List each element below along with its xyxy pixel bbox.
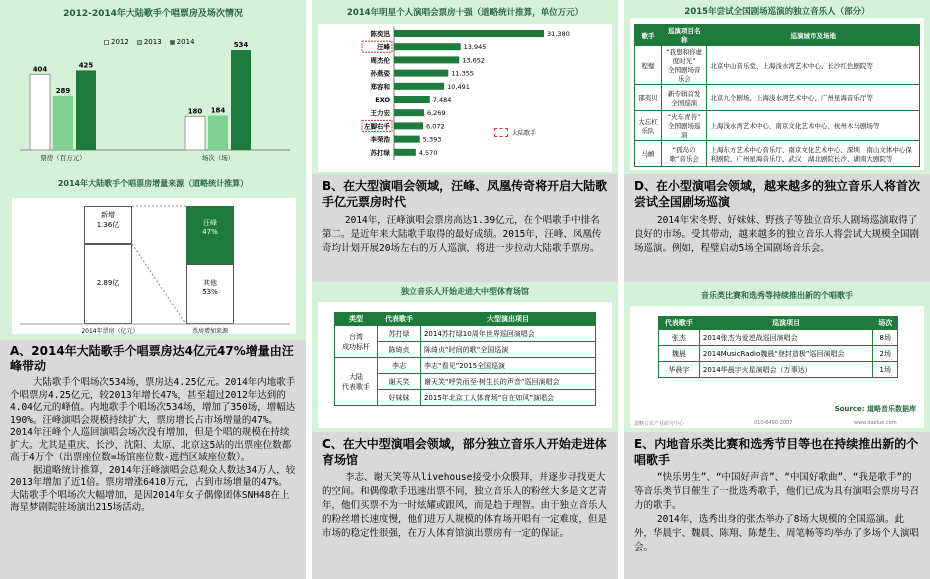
panel-e-footer-left: 道略音乐产业研究中心: [634, 421, 685, 427]
table-cell: 新专辑首发全国巡演: [662, 85, 707, 111]
chart3-plot: [312, 0, 618, 174]
chart3-bar: [394, 56, 459, 63]
chart3-value-label: 4,570: [418, 148, 438, 157]
panel-e-text: [624, 432, 930, 579]
panel-d-data-table: [634, 24, 920, 167]
chart3-category-label: 苏打绿: [370, 148, 390, 157]
table-header-cell: 巡演项目: [699, 317, 873, 330]
chart3-bar: [394, 109, 424, 116]
chart3-value-label: 5,393: [422, 135, 442, 144]
table-header-cell: 代表歌手: [377, 313, 420, 326]
chart3-category-label: 李荣浩: [370, 135, 390, 144]
chart1-bar-label: 184: [210, 106, 226, 115]
chart1-category-label: 票房（百万元）: [40, 154, 86, 162]
table-cell: 陈绮贞“时间的歌”全国巡演: [420, 342, 595, 358]
chart3-value-label: 13,652: [462, 56, 486, 65]
chart1-legend-text: 2014: [176, 38, 195, 46]
chart3-category-label: 郑容和: [370, 82, 390, 91]
panel-d-title: 2015年尝试全国剧场巡演的独立音乐人（部分）: [684, 7, 870, 17]
panel-e-source: Source: 道略音乐数据库: [834, 405, 916, 413]
table-group-cell: 台湾 成功标杆: [335, 326, 378, 358]
table-row: [635, 85, 920, 111]
chart3-value-label: 7,484: [432, 96, 452, 104]
chart2-left-axis-label: 2014年票房（亿元）: [81, 328, 139, 335]
chart3-category-label: 左脚右手: [364, 122, 390, 131]
table-header-cell: 巡演城市及场地: [707, 25, 920, 46]
chart2-connectors: [0, 170, 306, 340]
table-cell: 魏晨: [659, 346, 700, 362]
chart1-plot: [0, 0, 306, 170]
chart3-bar: [394, 83, 444, 90]
chart3-category-label: EXO: [375, 96, 390, 104]
chart1-legend-text: 2012: [111, 38, 129, 46]
table-cell: “火车青苔” 全国剧场巡演: [662, 111, 707, 141]
table-cell: 北京九个剧场、上海浅水湾艺术中心、广州星海音乐厅等: [707, 85, 920, 111]
table-row: [335, 358, 596, 374]
chart3-category-label: 王力宏: [370, 109, 390, 118]
panel-e-caption: E、内地音乐类比赛和选秀节目等也在持续推出新的个唱歌手: [634, 437, 919, 467]
table-cell: 上海浅水湾艺术中心、南京文化艺术中心、杭州木马剧场等: [707, 111, 920, 141]
chart3-bar: [394, 149, 416, 156]
table-cell: 8场: [873, 330, 898, 346]
chart1-bar-label: 425: [78, 61, 94, 70]
panel-d-caption: D、在小型演唱会领域，越来越多的独立音乐人将首次尝试全国剧场巡演: [634, 179, 920, 209]
chart1-legend-text: 2013: [143, 38, 162, 46]
panel-a-chart2: [0, 170, 306, 340]
table-cell: 程璧: [635, 46, 662, 85]
table-cell: 2014张杰为爱逆战巡回演唱会: [699, 330, 873, 346]
table-cell: 1场: [873, 362, 898, 378]
panel-e-table: [624, 282, 930, 432]
chart3-category-label: 陈奕迅: [370, 30, 390, 38]
table-cell: 谢天笑“呼笑而至·树生长的声音”巡回演唱会: [420, 374, 595, 390]
panel-c-caption: C、在大中型演唱会领域，部分独立音乐人开始走进体育场馆: [322, 437, 607, 467]
table-header-cell: 巡演项目名称: [662, 25, 707, 46]
table-header-cell: 代表歌手: [659, 317, 700, 330]
table-row: [635, 141, 920, 167]
chart3-value-label: 10,491: [447, 82, 470, 91]
chart1-bar-label: 534: [233, 41, 249, 49]
chart1-bar: [76, 70, 96, 150]
panel-e-body: “快乐男生”、“中国好声音”、“中国好歌曲”、“我是歌手”的等音乐类节目催生了一批选秀歌手，他们已成为具有演唱会票房号召力的歌手。 2014年，选秀出身的张杰举办了8场大规模的全国巡演。此外，华晨宇、魏晨、陈翔、陈楚生、周笔畅等均举办了多场个人演唱会。: [634, 472, 920, 553]
table-cell: 华晨宇: [659, 362, 700, 378]
panel-a-text: [0, 340, 306, 579]
chart3-bar: [394, 70, 448, 77]
table-cell: 苏打绿: [377, 326, 420, 342]
table-cell: 好妹妹: [377, 390, 420, 406]
table-header-row: [335, 313, 596, 326]
chart1-title: 2012-2014年大陆歌手个唱票房及场次情况: [63, 9, 243, 19]
chart3-bar: [394, 43, 461, 50]
panel-a-caption: A、2014年大陆歌手个唱票房达4亿元47%增量由汪峰带动: [10, 344, 294, 373]
table-header-cell: 类型: [335, 313, 378, 326]
table-cell: 李志“看见”2015全国巡演: [420, 358, 595, 374]
table-cell: 2014MusicRadio魏晨“登封造极”巡回演唱会: [699, 346, 873, 362]
table-row: [659, 362, 898, 378]
table-cell: “孤岛の歌”音乐会: [662, 141, 707, 167]
chart1-bar-label: 289: [55, 86, 71, 95]
table-cell: “我想和你虚度时光” 全国剧场音乐会: [662, 46, 707, 85]
panel-d-table: [624, 0, 930, 174]
chart1-bar: [53, 96, 73, 150]
table-header-row: [659, 317, 898, 330]
panel-b-caption: B、在大型演唱会领域，汪峰、凤凰传奇将开启大陆歌手亿元票房时代: [322, 179, 608, 209]
panel-c-title: 独立音乐人开始走进大中型体育场馆: [401, 287, 529, 296]
chart2-new-label: 新增 1.36亿: [96, 211, 120, 229]
panel-e-footer-mid: 010-6490 2007: [754, 420, 793, 426]
table-cell: 李志: [377, 358, 420, 374]
chart3-category-label: 周杰伦: [370, 56, 390, 65]
panel-c-body: 李志、谢天笑等从livehouse接受小众膜拜，并逐步寻找更大的空间。和偶像歌手迅速出票不同，独立音乐人的粉丝大多是文艺青年，他们买票不为一时炫耀或跟风，而是趋于理智。由于独立音乐人的粉丝增长速度慢，他们进万人规模的体育场开唱有一定难度，但是市场的稳定性很强，在万人体育馆演出票房有一定的保证。: [322, 472, 608, 539]
panel-e-data-table: [658, 316, 898, 378]
table-group-cell: 大陆 代表歌手: [335, 358, 378, 406]
panel-e-title: 音乐类比赛和选秀等持续推出新的个唱歌手: [701, 291, 853, 300]
chart1-category-label: 场次（场）: [201, 154, 235, 162]
table-row: [635, 111, 920, 141]
table-header-cell: 大型演出项目: [420, 313, 595, 326]
table-row: [635, 46, 920, 85]
panel-b-chart: [312, 0, 618, 174]
table-row: [335, 326, 596, 342]
table-cell: 张杰: [659, 330, 700, 346]
panel-e-footer-right: www.daolue.com: [854, 420, 897, 426]
table-header-row: [635, 25, 920, 46]
chart3-legend-box: [494, 128, 508, 137]
table-cell: 马頔: [635, 141, 662, 167]
table-cell: 2场: [873, 346, 898, 362]
chart3-value-label: 6,072: [426, 122, 445, 131]
table-cell: 大忘杠乐队: [635, 111, 662, 141]
chart3-bar: [394, 136, 420, 143]
table-header-cell: 歌手: [635, 25, 662, 46]
panel-c-data-table: [334, 312, 596, 406]
chart3-bar: [394, 122, 423, 129]
table-cell: 陈绮贞: [377, 342, 420, 358]
table-cell: 谢天笑: [377, 374, 420, 390]
panel-d-body: 2014年宋冬野、好妹妹、野孩子等独立音乐人剧场巡演取得了良好的市场。受其带动，越来越多的独立音乐人将尝试大规模全国剧场巡演。例如，程璧启动5场全国剧场音乐会。: [634, 215, 920, 254]
table-cell: 北京中山音乐堂、上海浅水湾艺术中心、长沙红色剧院等: [707, 46, 920, 85]
chart3-value-label: 31,380: [547, 30, 570, 38]
table-row: [659, 346, 898, 362]
table-cell: 上海东方艺术中心音乐厅、南京文化艺术中心、深圳 南山文体中心保利剧院、广州星海音乐厅、武汉 湖北剧院长沙、湖南大剧院等: [707, 141, 920, 167]
panel-b-body: 2014年，汪峰演唱会票房高达1.39亿元，在个唱歌手中排名第二。是近年来大陆歌手取得的最好成绩。2015年，汪峰、凤凰传奇均计划开展20场左右的万人巡演，将进一步拉动大陆歌手票房。: [322, 215, 602, 254]
chart2-title: 2014年大陆歌手个唱票房增量来源（道略统计推算）: [57, 179, 249, 188]
panel-d-text: [624, 174, 930, 282]
chart2-wangfeng-label: 汪峰 47%: [202, 219, 218, 236]
table-row: [659, 330, 898, 346]
chart3-category-label: 汪峰: [377, 43, 390, 52]
panel-a-chart1: [0, 0, 306, 170]
chart2-base-label: 2.89亿: [96, 279, 120, 287]
chart3-value-label: 6,269: [426, 109, 446, 118]
chart3-value-label: 13,945: [463, 43, 487, 52]
chart3-category-label: 孙燕姿: [370, 69, 390, 78]
table-header-cell: 场次: [873, 317, 898, 330]
panel-b-text: [312, 174, 618, 282]
chart3-title: 2014年明星个人演唱会票房十强（道略统计推算，单位万元）: [346, 8, 584, 18]
chart1-bar: [231, 50, 251, 150]
chart3-bar: [394, 30, 544, 37]
chart1-bar: [185, 116, 205, 150]
panel-a-body: 大陆歌手个唱场次534场，票房达4.25亿元。2014年内地歌手个唱票房4.25亿元，较2013年增长47%，甚至超过2012年达到的4.04亿元的峰值。内地歌手个唱场次534场，增加了350场，增幅达190%。汪峰演唱会规模持续扩大，票房增长占市场增量的47%。2014年汪峰个人巡回演唱会场次没有增加，但是个唱的规模在持续扩大。尤其是重庆、长沙、沈阳、太原、北京这5站的出票座位数都高于4万个（出票座位数=场馆座位数-遮挡区域座位数）。 据道略统计推算，2014年汪峰演唱会总观众人数达34万人，较2013年增加了近1倍。票房增涨6410万元，占到市场增量的47%。大陆歌手个唱场次大幅增加，是因2014年女子偶像团体SNH48在上海星梦剧院驻场演出215场活动。: [10, 377, 296, 513]
table-cell: 2014苏打绿10周年世界巡回演唱会: [420, 326, 595, 342]
chart2-other-label: 其他 53%: [202, 279, 218, 296]
chart3-bar: [394, 96, 430, 103]
chart3-legend-label: 大陆歌手: [512, 130, 537, 137]
table-cell: 2015年北京工人体育场“自在如风”演唱会: [420, 390, 595, 406]
chart3-value-label: 11,355: [451, 69, 475, 78]
chart1-bar: [30, 74, 50, 150]
chart2-right-axis-label: 票房增加来源: [191, 328, 228, 335]
chart1-bar-label: 180: [187, 107, 203, 116]
table-cell: 邵夷贝: [635, 85, 662, 111]
chart1-bar: [208, 116, 228, 150]
panel-c-text: [312, 432, 618, 579]
panel-c-table: [312, 282, 618, 432]
chart1-bar-label: 404: [32, 65, 48, 74]
table-cell: 2014华晨宇火星演唱会（万事达）: [699, 362, 873, 378]
